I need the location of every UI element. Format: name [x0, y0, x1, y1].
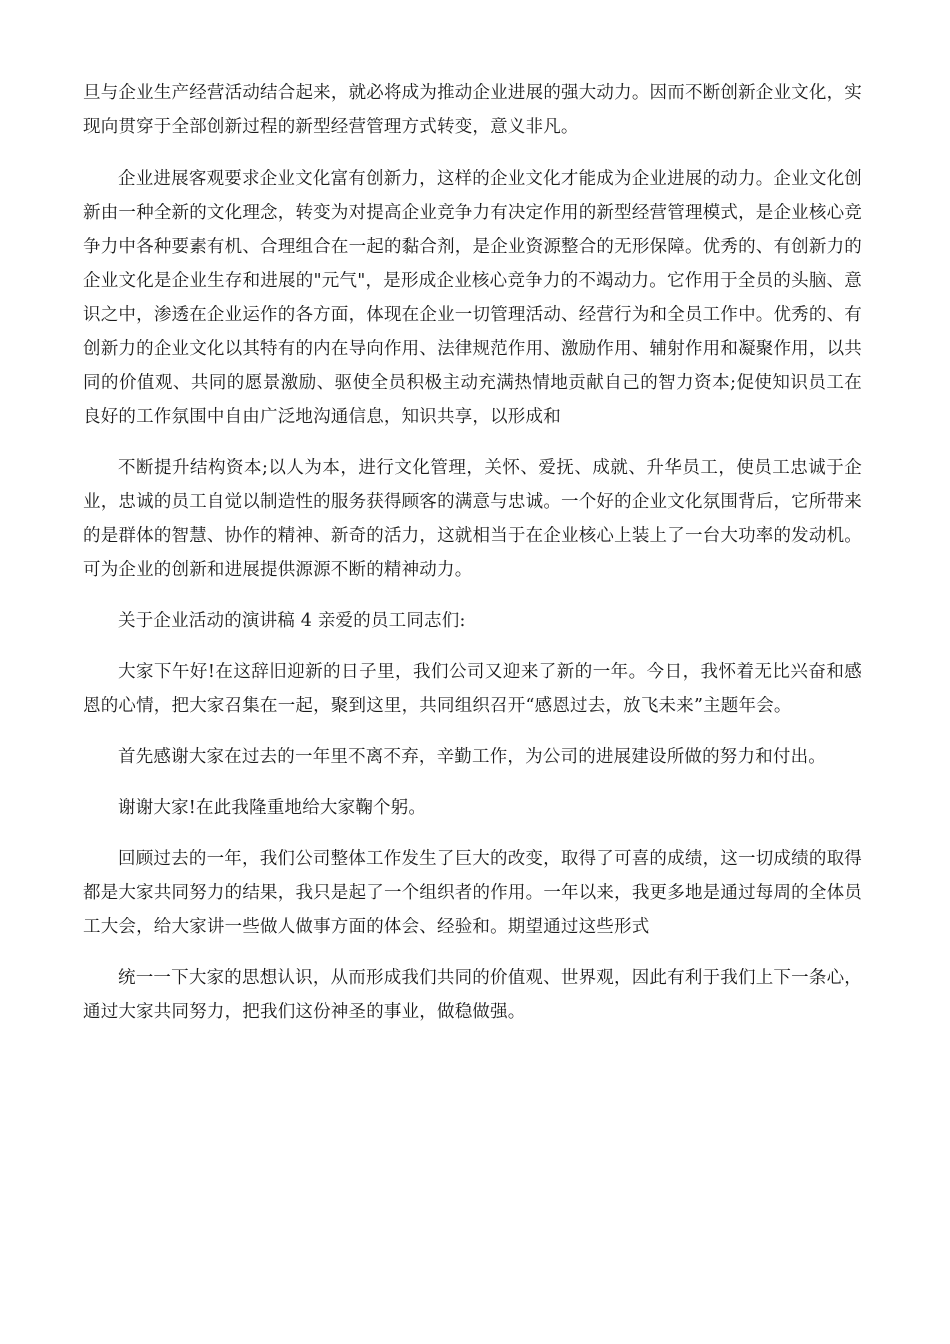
paragraph-speech-heading: 关于企业活动的演讲稿 4 亲爱的员工同志们: — [118, 611, 466, 631]
paragraph-bow: 谢谢大家!在此我隆重地给大家鞠个躬。 — [118, 798, 427, 818]
paragraph-review: 回顾过去的一年，我们公司整体工作发生了巨大的改变，取得了可喜的成绩，这一切成绩的取得都是大家共同努力的结果，我只是起了一个组织者的作用。一年以来，我更多地是通过每周的全体员工大会，给大家讲一些做人做事方面的体会、经验和。期望通过这些形式 — [83, 849, 862, 937]
paragraph-continuation: 旦与企业生产经营活动结合起来，就必将成为推动企业进展的强大动力。因而不断创新企业文化，实现向贯穿于全部创新过程的新型经营管理方式转变，意义非凡。 — [83, 83, 862, 137]
paragraph-culture-innovation: 企业进展客观要求企业文化富有创新力，这样的企业文化才能成为企业进展的动力。企业文化创新由一种全新的文化理念，转变为对提高企业竞争力有决定作用的新型经营管理模式，是企业核心竞争力中各种要素有机、合理组合在一起的黏合剂，是企业资源整合的无形保障。优秀的、有创新力的企业文化是企业生存和进展的"元气"，是形成企业核心竞争力的不竭动力。它作用于全员的头脑、意识之中，渗透在企业运作的各方面，体现在企业一切管理活动、经营行为和全员工作中。优秀的、有创新力的企业文化以其特有的内在导向作用、法律规范作用、激励作用、辅射作用和凝聚作用，以共同的价值观、共同的愿景激励、驱使全员积极主动充满热情地贡献自己的智力资本;促使知识员工在良好的工作氛围中自由广泛地沟通信息，知识共享，以形成和 — [83, 169, 862, 427]
paragraph-greeting: 大家下午好!在这辞旧迎新的日子里，我们公司又迎来了新的一年。今日，我怀着无比兴奋和感恩的心情，把大家召集在一起，聚到这里，共同组织召开“感恩过去，放飞未来”主题年会。 — [83, 662, 862, 716]
paragraph-unify: 统一一下大家的思想认识，从而形成我们共同的价值观、世界观，因此有利于我们上下一条心，通过大家共同努力，把我们这份神圣的事业，做稳做强。 — [83, 968, 862, 1022]
paragraph-thanks: 首先感谢大家在过去的一年里不离不弃，辛勤工作，为公司的进展建设所做的努力和付出。 — [118, 747, 826, 767]
paragraph-structural-capital: 不断提升结构资本;以人为本，进行文化管理，关怀、爱抚、成就、升华员工，使员工忠诚于企业，忠诚的员工自觉以制造性的服务获得顾客的满意与忠诚。一个好的企业文化氛围背后，它所带来的是群体的智慧、协作的精神、新奇的活力，这就相当于在企业核心上装上了一台大功率的发动机。可为企业的创新和进展提供源源不断的精神动力。 — [83, 458, 862, 580]
